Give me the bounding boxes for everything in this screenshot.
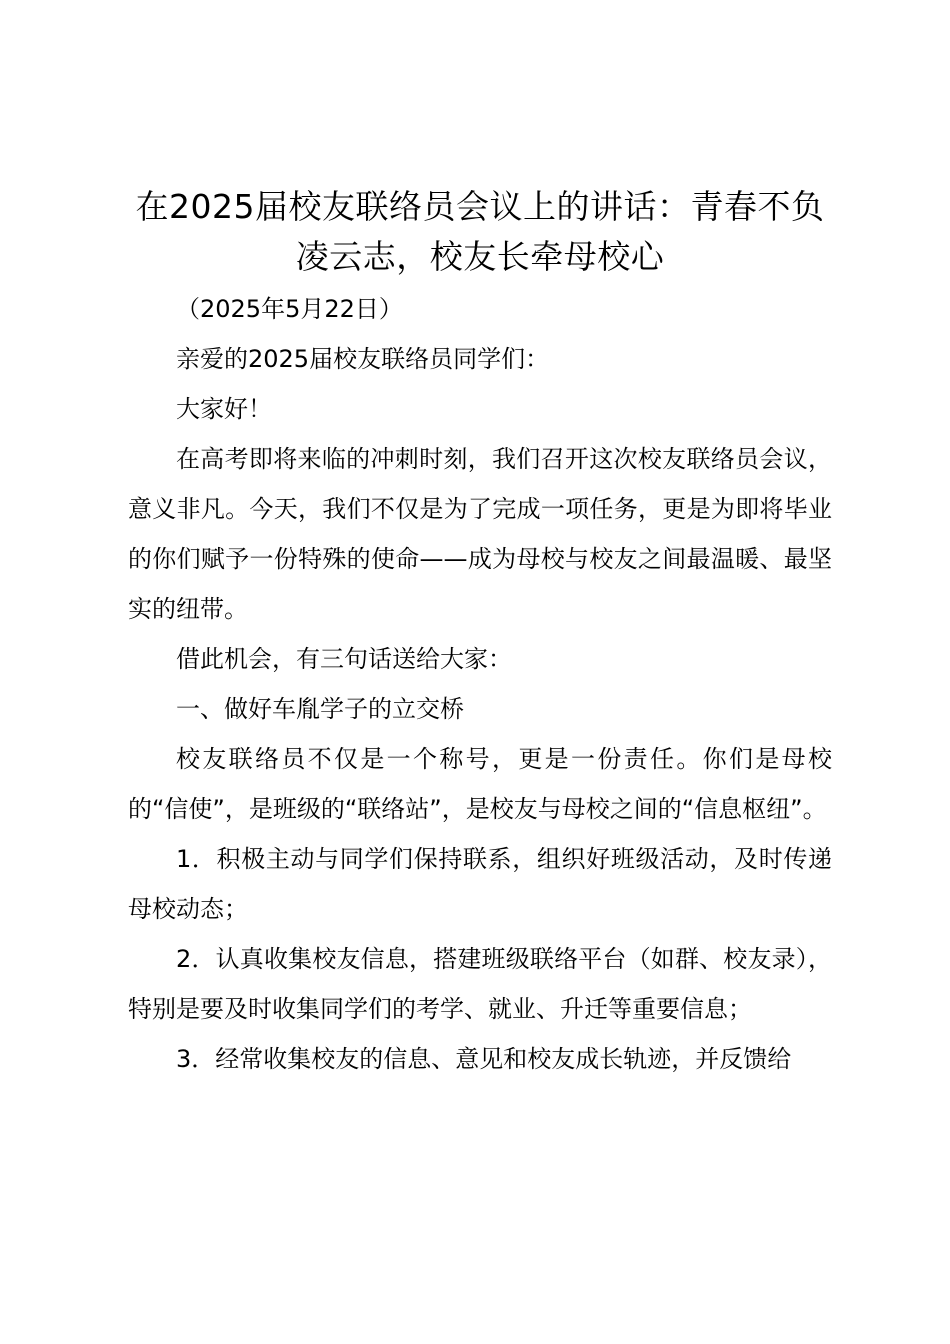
list-item-3: 3．经常收集校友的信息、意见和校友成长轨迹，并反馈给 — [176, 1045, 792, 1073]
document-page — [128, 182, 832, 1084]
salutation: 亲爱的2025届校友联络员同学们： — [176, 345, 550, 373]
date-line: （2025年5月22日） — [176, 295, 403, 323]
document-title: 在2025届校友联络员会议上的讲话：青春不负凌云志，校友长牵母校心 — [135, 187, 825, 276]
paragraph-intro: 在高考即将来临的冲刺时刻，我们召开这次校友联络员会议，意义非凡。今天，我们不仅是为了完成一项任务，更是为即将毕业的你们赋予一份特殊的使命——成为母校与校友之间最温暖、最坚实的纽带。 — [128, 445, 832, 623]
paragraph-three-words: 借此机会，有三句话送给大家： — [176, 645, 512, 673]
list-item-1: 1．积极主动与同学们保持联系，组织好班级活动，及时传递母校动态； — [128, 845, 832, 923]
list-item-2: 2．认真收集校友信息，搭建班级联络平台（如群、校友录），特别是要及时收集同学们的考学、就业、升迁等重要信息； — [128, 945, 832, 1023]
paragraph-role: 校友联络员不仅是一个称号，更是一份责任。你们是母校的“信使”，是班级的“联络站”，是校友与母校之间的“信息枢纽”。 — [128, 745, 832, 823]
section-heading-1: 一、做好车胤学子的立交桥 — [176, 695, 464, 723]
greeting: 大家好！ — [176, 395, 272, 423]
document-body — [128, 284, 832, 1084]
